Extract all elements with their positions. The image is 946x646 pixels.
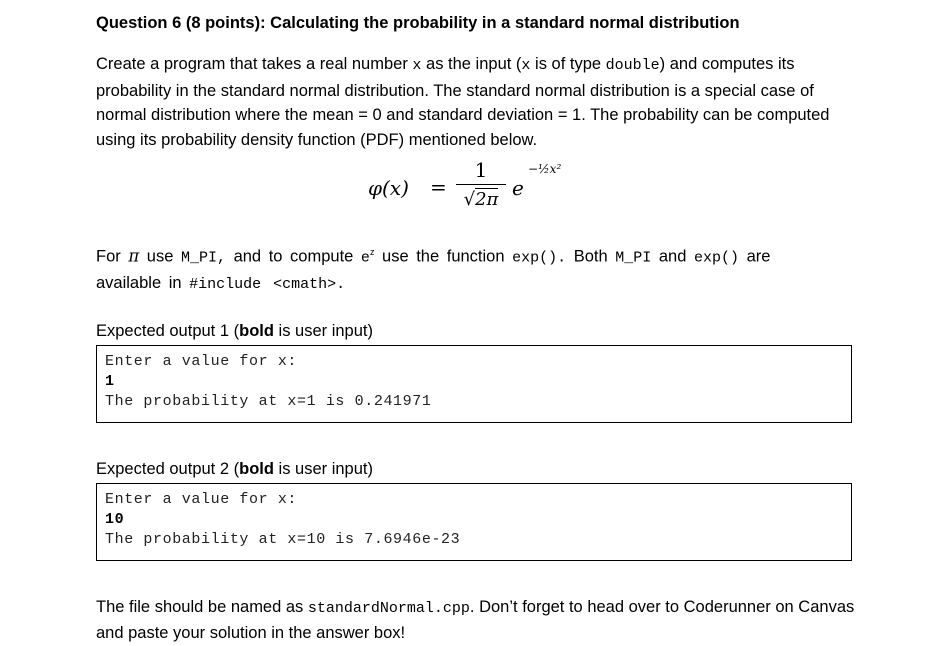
usage-exp-fn-2: exp() bbox=[693, 249, 739, 267]
usage-available: available in bbox=[96, 273, 190, 292]
output2-user-input: 10 bbox=[105, 510, 125, 528]
output2-label-bold: bold bbox=[239, 459, 274, 478]
usage-mpi-2: M_PI bbox=[615, 249, 652, 267]
formula-e: e bbox=[512, 176, 524, 200]
formula-exponent: −½x² bbox=[528, 162, 562, 176]
output1-user-input: 1 bbox=[105, 372, 115, 390]
formula-equals: = bbox=[430, 175, 447, 199]
expected-output-2-box bbox=[96, 483, 852, 561]
intro-text-1: Create a program that takes a real number bbox=[96, 55, 413, 73]
question-document bbox=[96, 10, 856, 646]
usage-and: and bbox=[651, 247, 694, 266]
formula-numerator: 1 bbox=[474, 158, 488, 182]
footer-filename: standardNormal.cpp bbox=[307, 599, 470, 617]
output2-label-pre: Expected output 2 ( bbox=[96, 459, 240, 478]
usage-z: z bbox=[369, 247, 375, 257]
expected-output-2-label bbox=[96, 459, 856, 479]
intro-var-x-2: x bbox=[521, 57, 531, 74]
sqrt-symbol: √ bbox=[463, 189, 476, 210]
output1-result-line: The probability at x=1 is 0.241971 bbox=[105, 392, 432, 410]
intro-text-4: ) and computes its probability in the standard normal distribution. The standard normal distribution is a special case of normal distribution where the mean = 0 and standard deviation = 1. The probability can be computed using its probability density function (PDF) mentioned below. bbox=[96, 55, 830, 149]
expected-output-1-label bbox=[96, 321, 856, 341]
question-title: Question 6 (8 points): Calculating the probability in a standard normal distribution bbox=[96, 14, 740, 32]
usage-mpi: M_PI, bbox=[180, 249, 226, 267]
formula-radicand: 2π bbox=[475, 189, 499, 210]
usage-use: use bbox=[139, 247, 181, 266]
expected-output-1-box bbox=[96, 345, 852, 423]
intro-text-2: as the input ( bbox=[421, 55, 522, 73]
usage-include: #include <cmath>. bbox=[189, 275, 346, 293]
output1-label-post: is user input) bbox=[273, 321, 373, 340]
formula-lhs: φ(x) bbox=[368, 176, 409, 200]
formula-denominator bbox=[456, 187, 506, 213]
usage-e: e bbox=[360, 249, 370, 267]
footer-text-1: The file should be named as bbox=[96, 597, 308, 616]
usage-exp-fn: exp(). bbox=[512, 249, 567, 267]
usage-for: For bbox=[96, 247, 129, 266]
output2-prompt-line: Enter a value for x: bbox=[105, 490, 298, 508]
pi-symbol: π bbox=[128, 246, 140, 266]
intro-var-x: x bbox=[412, 57, 422, 74]
output2-label-post: is user input) bbox=[273, 459, 373, 478]
intro-text-3: is of type bbox=[530, 55, 606, 73]
fraction-bar bbox=[456, 184, 506, 185]
output1-label-pre: Expected output 1 ( bbox=[96, 321, 240, 340]
formula-fraction bbox=[456, 158, 506, 213]
output1-prompt-line: Enter a value for x: bbox=[105, 352, 298, 370]
intro-paragraph bbox=[96, 52, 856, 152]
pdf-formula bbox=[96, 158, 856, 238]
usage-are: are bbox=[738, 247, 771, 266]
usage-and-compute: and to compute bbox=[226, 247, 361, 266]
intro-type-double: double bbox=[605, 57, 660, 74]
usage-both: Both bbox=[566, 247, 616, 266]
output1-label-bold: bold bbox=[239, 321, 274, 340]
output2-result-line: The probability at x=10 is 7.6946e-23 bbox=[105, 530, 461, 548]
usage-paragraph bbox=[96, 240, 856, 297]
footer-text-2: . Don’t forget to head over to Coderunner on Canvas and paste your solution in the answer box! bbox=[96, 597, 855, 642]
usage-use-fn: use the function bbox=[374, 247, 513, 266]
footer-paragraph bbox=[96, 595, 856, 646]
